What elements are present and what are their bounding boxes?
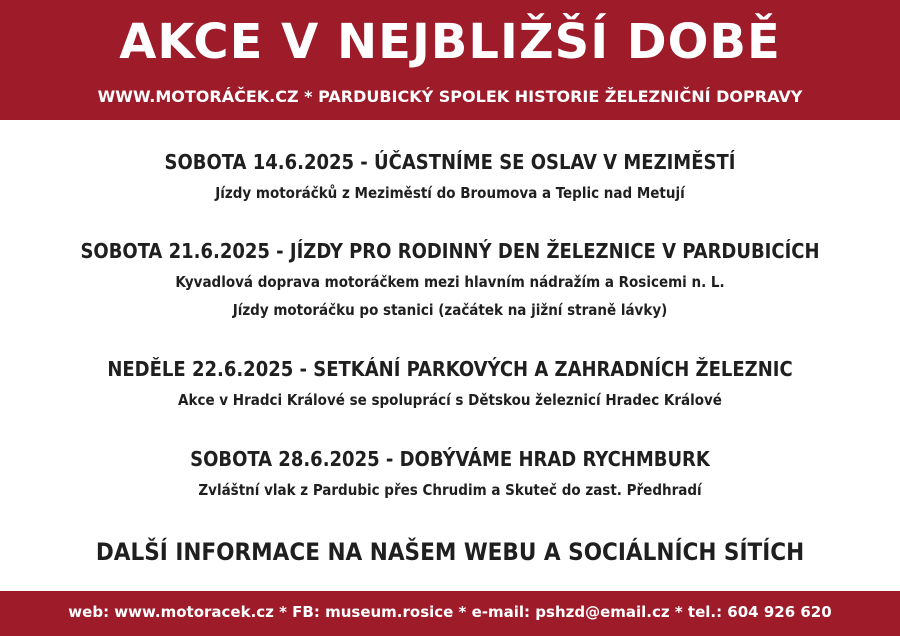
- event-detail: Jízdy motoráčku po stanici (začátek na jižní straně lávky): [232, 301, 668, 319]
- more-info-cta: DALŠÍ INFORMACE NA NAŠEM WEBU A SOCIÁLNÍCH SÍTÍCH: [95, 538, 805, 566]
- event-title: SOBOTA 21.6.2025 - JÍZDY PRO RODINNÝ DEN ŽELEZNICE V PARDUBICÍCH: [80, 239, 820, 263]
- event-title: SOBOTA 14.6.2025 - ÚČASTNÍME SE OSLAV V MEZIMĚSTÍ: [164, 150, 736, 174]
- event-title: SOBOTA 28.6.2025 - DOBÝVÁME HRAD RYCHMBURK: [190, 447, 710, 471]
- event-detail: Akce v Hradci Králové se spoluprácí s Dětskou železnicí Hradec Králové: [178, 391, 722, 409]
- footer-banner: [0, 591, 900, 636]
- event-detail: Zvláštní vlak z Pardubic přes Chrudim a Skuteč do zast. Předhradí: [198, 481, 702, 499]
- contact-info: web: www.motoracek.cz * FB: museum.rosice * e-mail: pshzd@email.cz * tel.: 604 926 620: [68, 603, 832, 621]
- page-title: AKCE V NEJBLIŽŠÍ DOBĚ: [119, 14, 781, 70]
- event-detail: Kyvadlová doprava motoráčkem mezi hlavním nádražím a Rosicemi n. L.: [175, 273, 725, 291]
- event-detail: Jízdy motoráčků z Meziměstí do Broumova a Teplic nad Metují: [215, 184, 685, 202]
- event-title: NEDĚLE 22.6.2025 - SETKÁNÍ PARKOVÝCH A ZAHRADNÍCH ŽELEZNIC: [107, 357, 793, 381]
- header-subtitle: WWW.MOTORÁČEK.CZ * PARDUBICKÝ SPOLEK HISTORIE ŽELEZNIČNÍ DOPRAVY: [97, 87, 803, 106]
- header-banner: [0, 0, 900, 120]
